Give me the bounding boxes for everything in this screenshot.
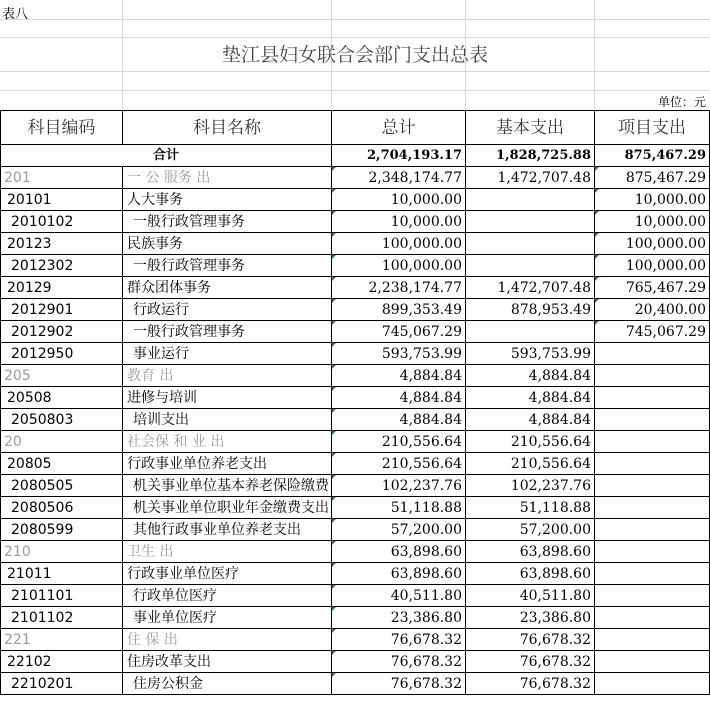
row-total[interactable]: 593,753.99 <box>332 343 466 365</box>
table-row <box>1 211 710 233</box>
expenditure-table <box>0 110 710 695</box>
row-total[interactable]: 210,556.64 <box>332 453 466 475</box>
row-project[interactable]: 100,000.00 <box>595 255 710 277</box>
table-row <box>1 343 710 365</box>
row-basic[interactable]: 4,884.84 <box>466 365 595 387</box>
row-basic[interactable]: 1,472,707.48 <box>466 277 595 299</box>
row-code[interactable]: 2050803 <box>1 409 123 431</box>
row-name[interactable]: 事业单位医疗 <box>123 607 332 629</box>
header-project[interactable]: 项目支出 <box>595 111 710 145</box>
row-name[interactable]: 卫生 出 <box>123 541 332 563</box>
header-name[interactable]: 科目名称 <box>123 111 332 145</box>
row-name[interactable]: 培训支出 <box>123 409 332 431</box>
row-basic[interactable]: 76,678.32 <box>466 629 595 651</box>
row-basic[interactable] <box>466 321 595 343</box>
table-number-note: 表八 <box>2 7 29 22</box>
row-project[interactable] <box>595 497 710 519</box>
header-row <box>1 111 710 145</box>
gridline <box>0 37 710 38</box>
row-code[interactable]: 20123 <box>1 233 123 255</box>
row-project[interactable] <box>595 343 710 365</box>
row-total[interactable]: 100,000.00 <box>332 255 466 277</box>
table-row <box>1 167 710 189</box>
row-basic[interactable]: 210,556.64 <box>466 453 595 475</box>
row-project[interactable]: 765,467.29 <box>595 277 710 299</box>
row-total[interactable]: 76,678.32 <box>332 673 466 695</box>
row-total[interactable]: 76,678.32 <box>332 651 466 673</box>
row-code[interactable]: 2210201 <box>1 673 123 695</box>
row-name[interactable]: 事业运行 <box>123 343 332 365</box>
row-total[interactable]: 63,898.60 <box>332 541 466 563</box>
total-project[interactable]: 875,467.29 <box>595 145 710 167</box>
total-row <box>1 145 710 167</box>
row-total[interactable]: 51,118.88 <box>332 497 466 519</box>
table-row <box>1 409 710 431</box>
row-basic[interactable] <box>466 233 595 255</box>
row-project[interactable] <box>595 387 710 409</box>
row-name[interactable]: 教育 出 <box>123 365 332 387</box>
row-total[interactable]: 210,556.64 <box>332 431 466 453</box>
row-project[interactable]: 10,000.00 <box>595 189 710 211</box>
row-project[interactable] <box>595 585 710 607</box>
row-code[interactable]: 2012902 <box>1 321 123 343</box>
row-basic[interactable]: 4,884.84 <box>466 387 595 409</box>
row-name[interactable]: 住房改革支出 <box>123 651 332 673</box>
table-row <box>1 585 710 607</box>
row-project[interactable]: 10,000.00 <box>595 211 710 233</box>
row-code[interactable]: 2012901 <box>1 299 123 321</box>
row-basic[interactable]: 1,472,707.48 <box>466 167 595 189</box>
row-code[interactable]: 2080505 <box>1 475 123 497</box>
table-row <box>1 321 710 343</box>
table-row <box>1 277 710 299</box>
table-row <box>1 541 710 563</box>
row-basic[interactable]: 23,386.80 <box>466 607 595 629</box>
row-basic[interactable] <box>466 189 595 211</box>
row-total[interactable]: 40,511.80 <box>332 585 466 607</box>
row-name[interactable]: 进修与培训 <box>123 387 332 409</box>
row-basic[interactable]: 51,118.88 <box>466 497 595 519</box>
table-row <box>1 563 710 585</box>
row-basic[interactable]: 76,678.32 <box>466 651 595 673</box>
row-basic[interactable] <box>466 211 595 233</box>
table-row <box>1 387 710 409</box>
table-row <box>1 365 710 387</box>
row-project[interactable] <box>595 453 710 475</box>
row-basic[interactable]: 76,678.32 <box>466 673 595 695</box>
row-name[interactable]: 机关事业单位基本养老保险缴费 <box>123 475 332 497</box>
row-name[interactable]: 机关事业单位职业年金缴费支出 <box>123 497 332 519</box>
row-basic[interactable] <box>466 255 595 277</box>
row-name[interactable]: 行政单位医疗 <box>123 585 332 607</box>
gridline <box>0 71 710 72</box>
row-total[interactable]: 745,067.29 <box>332 321 466 343</box>
row-code[interactable]: 210 <box>1 541 123 563</box>
row-basic[interactable]: 878,953.49 <box>466 299 595 321</box>
row-total[interactable]: 102,237.76 <box>332 475 466 497</box>
row-project[interactable] <box>595 651 710 673</box>
row-project[interactable] <box>595 475 710 497</box>
row-basic[interactable]: 63,898.60 <box>466 563 595 585</box>
row-project[interactable] <box>595 519 710 541</box>
row-code[interactable]: 2080599 <box>1 519 123 541</box>
gridline <box>0 90 710 91</box>
row-project[interactable] <box>595 607 710 629</box>
row-code[interactable]: 21011 <box>1 563 123 585</box>
row-basic[interactable]: 102,237.76 <box>466 475 595 497</box>
row-name[interactable]: 一 公 服务 出 <box>123 167 332 189</box>
row-total[interactable]: 10,000.00 <box>332 211 466 233</box>
table-row <box>1 651 710 673</box>
row-total[interactable]: 23,386.80 <box>332 607 466 629</box>
row-basic[interactable]: 40,511.80 <box>466 585 595 607</box>
table-row <box>1 673 710 695</box>
row-total[interactable]: 4,884.84 <box>332 409 466 431</box>
total-basic[interactable]: 1,828,725.88 <box>466 145 595 167</box>
row-total[interactable]: 10,000.00 <box>332 189 466 211</box>
header-basic[interactable]: 基本支出 <box>466 111 595 145</box>
row-name[interactable]: 社会保 和 业 出 <box>123 431 332 453</box>
header-total[interactable]: 总计 <box>332 111 466 145</box>
row-code[interactable]: 20805 <box>1 453 123 475</box>
unit-label: 单位：元 <box>657 95 706 109</box>
row-project[interactable] <box>595 365 710 387</box>
table-row <box>1 519 710 541</box>
row-project[interactable] <box>595 431 710 453</box>
row-total[interactable]: 2,348,174.77 <box>332 167 466 189</box>
row-code[interactable]: 221 <box>1 629 123 651</box>
row-code[interactable]: 2080506 <box>1 497 123 519</box>
row-basic[interactable]: 4,884.84 <box>466 409 595 431</box>
row-code[interactable]: 2010102 <box>1 211 123 233</box>
row-name[interactable]: 行政运行 <box>123 299 332 321</box>
table-row <box>1 431 710 453</box>
row-name[interactable]: 住房公积金 <box>123 673 332 695</box>
table-row <box>1 607 710 629</box>
table-row <box>1 629 710 651</box>
row-project[interactable]: 100,000.00 <box>595 233 710 255</box>
total-label[interactable]: 合计 <box>1 145 332 167</box>
row-name[interactable]: 一般行政管理事务 <box>123 255 332 277</box>
row-project[interactable]: 875,467.29 <box>595 167 710 189</box>
table-row <box>1 233 710 255</box>
row-total[interactable]: 4,884.84 <box>332 365 466 387</box>
table-row <box>1 453 710 475</box>
row-name[interactable]: 人大事务 <box>123 189 332 211</box>
row-project[interactable] <box>595 409 710 431</box>
table-row <box>1 299 710 321</box>
row-code[interactable]: 2101102 <box>1 607 123 629</box>
gridline <box>0 19 710 20</box>
row-total[interactable]: 899,353.49 <box>332 299 466 321</box>
table-row <box>1 497 710 519</box>
row-name[interactable]: 群众团体事务 <box>123 277 332 299</box>
row-total[interactable]: 2,238,174.77 <box>332 277 466 299</box>
row-name[interactable]: 一般行政管理事务 <box>123 321 332 343</box>
row-code[interactable]: 22102 <box>1 651 123 673</box>
row-code[interactable]: 2012302 <box>1 255 123 277</box>
row-name[interactable]: 行政事业单位医疗 <box>123 563 332 585</box>
row-code[interactable]: 20 <box>1 431 123 453</box>
row-code[interactable]: 20508 <box>1 387 123 409</box>
row-name[interactable]: 一般行政管理事务 <box>123 211 332 233</box>
table-row <box>1 475 710 497</box>
row-basic[interactable]: 593,753.99 <box>466 343 595 365</box>
row-code[interactable]: 2012950 <box>1 343 123 365</box>
row-project[interactable] <box>595 629 710 651</box>
sheet-title: 垫江县妇女联合会部门支出总表 <box>221 44 488 66</box>
row-project[interactable] <box>595 563 710 585</box>
row-name[interactable]: 住 保 出 <box>123 629 332 651</box>
total-total[interactable]: 2,704,193.17 <box>332 145 466 167</box>
row-name[interactable]: 行政事业单位养老支出 <box>123 453 332 475</box>
row-code[interactable]: 2101101 <box>1 585 123 607</box>
row-code[interactable]: 20129 <box>1 277 123 299</box>
row-total[interactable]: 76,678.32 <box>332 629 466 651</box>
row-project[interactable]: 20,400.00 <box>595 299 710 321</box>
row-name[interactable]: 其他行政事业单位养老支出 <box>123 519 332 541</box>
row-basic[interactable]: 210,556.64 <box>466 431 595 453</box>
row-basic[interactable]: 63,898.60 <box>466 541 595 563</box>
row-project[interactable] <box>595 541 710 563</box>
table-row <box>1 189 710 211</box>
table-row <box>1 255 710 277</box>
row-code[interactable]: 20101 <box>1 189 123 211</box>
row-name[interactable]: 民族事务 <box>123 233 332 255</box>
row-basic[interactable]: 57,200.00 <box>466 519 595 541</box>
row-code[interactable]: 205 <box>1 365 123 387</box>
row-total[interactable]: 57,200.00 <box>332 519 466 541</box>
row-total[interactable]: 4,884.84 <box>332 387 466 409</box>
header-code[interactable]: 科目编码 <box>1 111 123 145</box>
row-project[interactable] <box>595 673 710 695</box>
row-code[interactable]: 201 <box>1 167 123 189</box>
row-total[interactable]: 63,898.60 <box>332 563 466 585</box>
row-total[interactable]: 100,000.00 <box>332 233 466 255</box>
row-project[interactable]: 745,067.29 <box>595 321 710 343</box>
